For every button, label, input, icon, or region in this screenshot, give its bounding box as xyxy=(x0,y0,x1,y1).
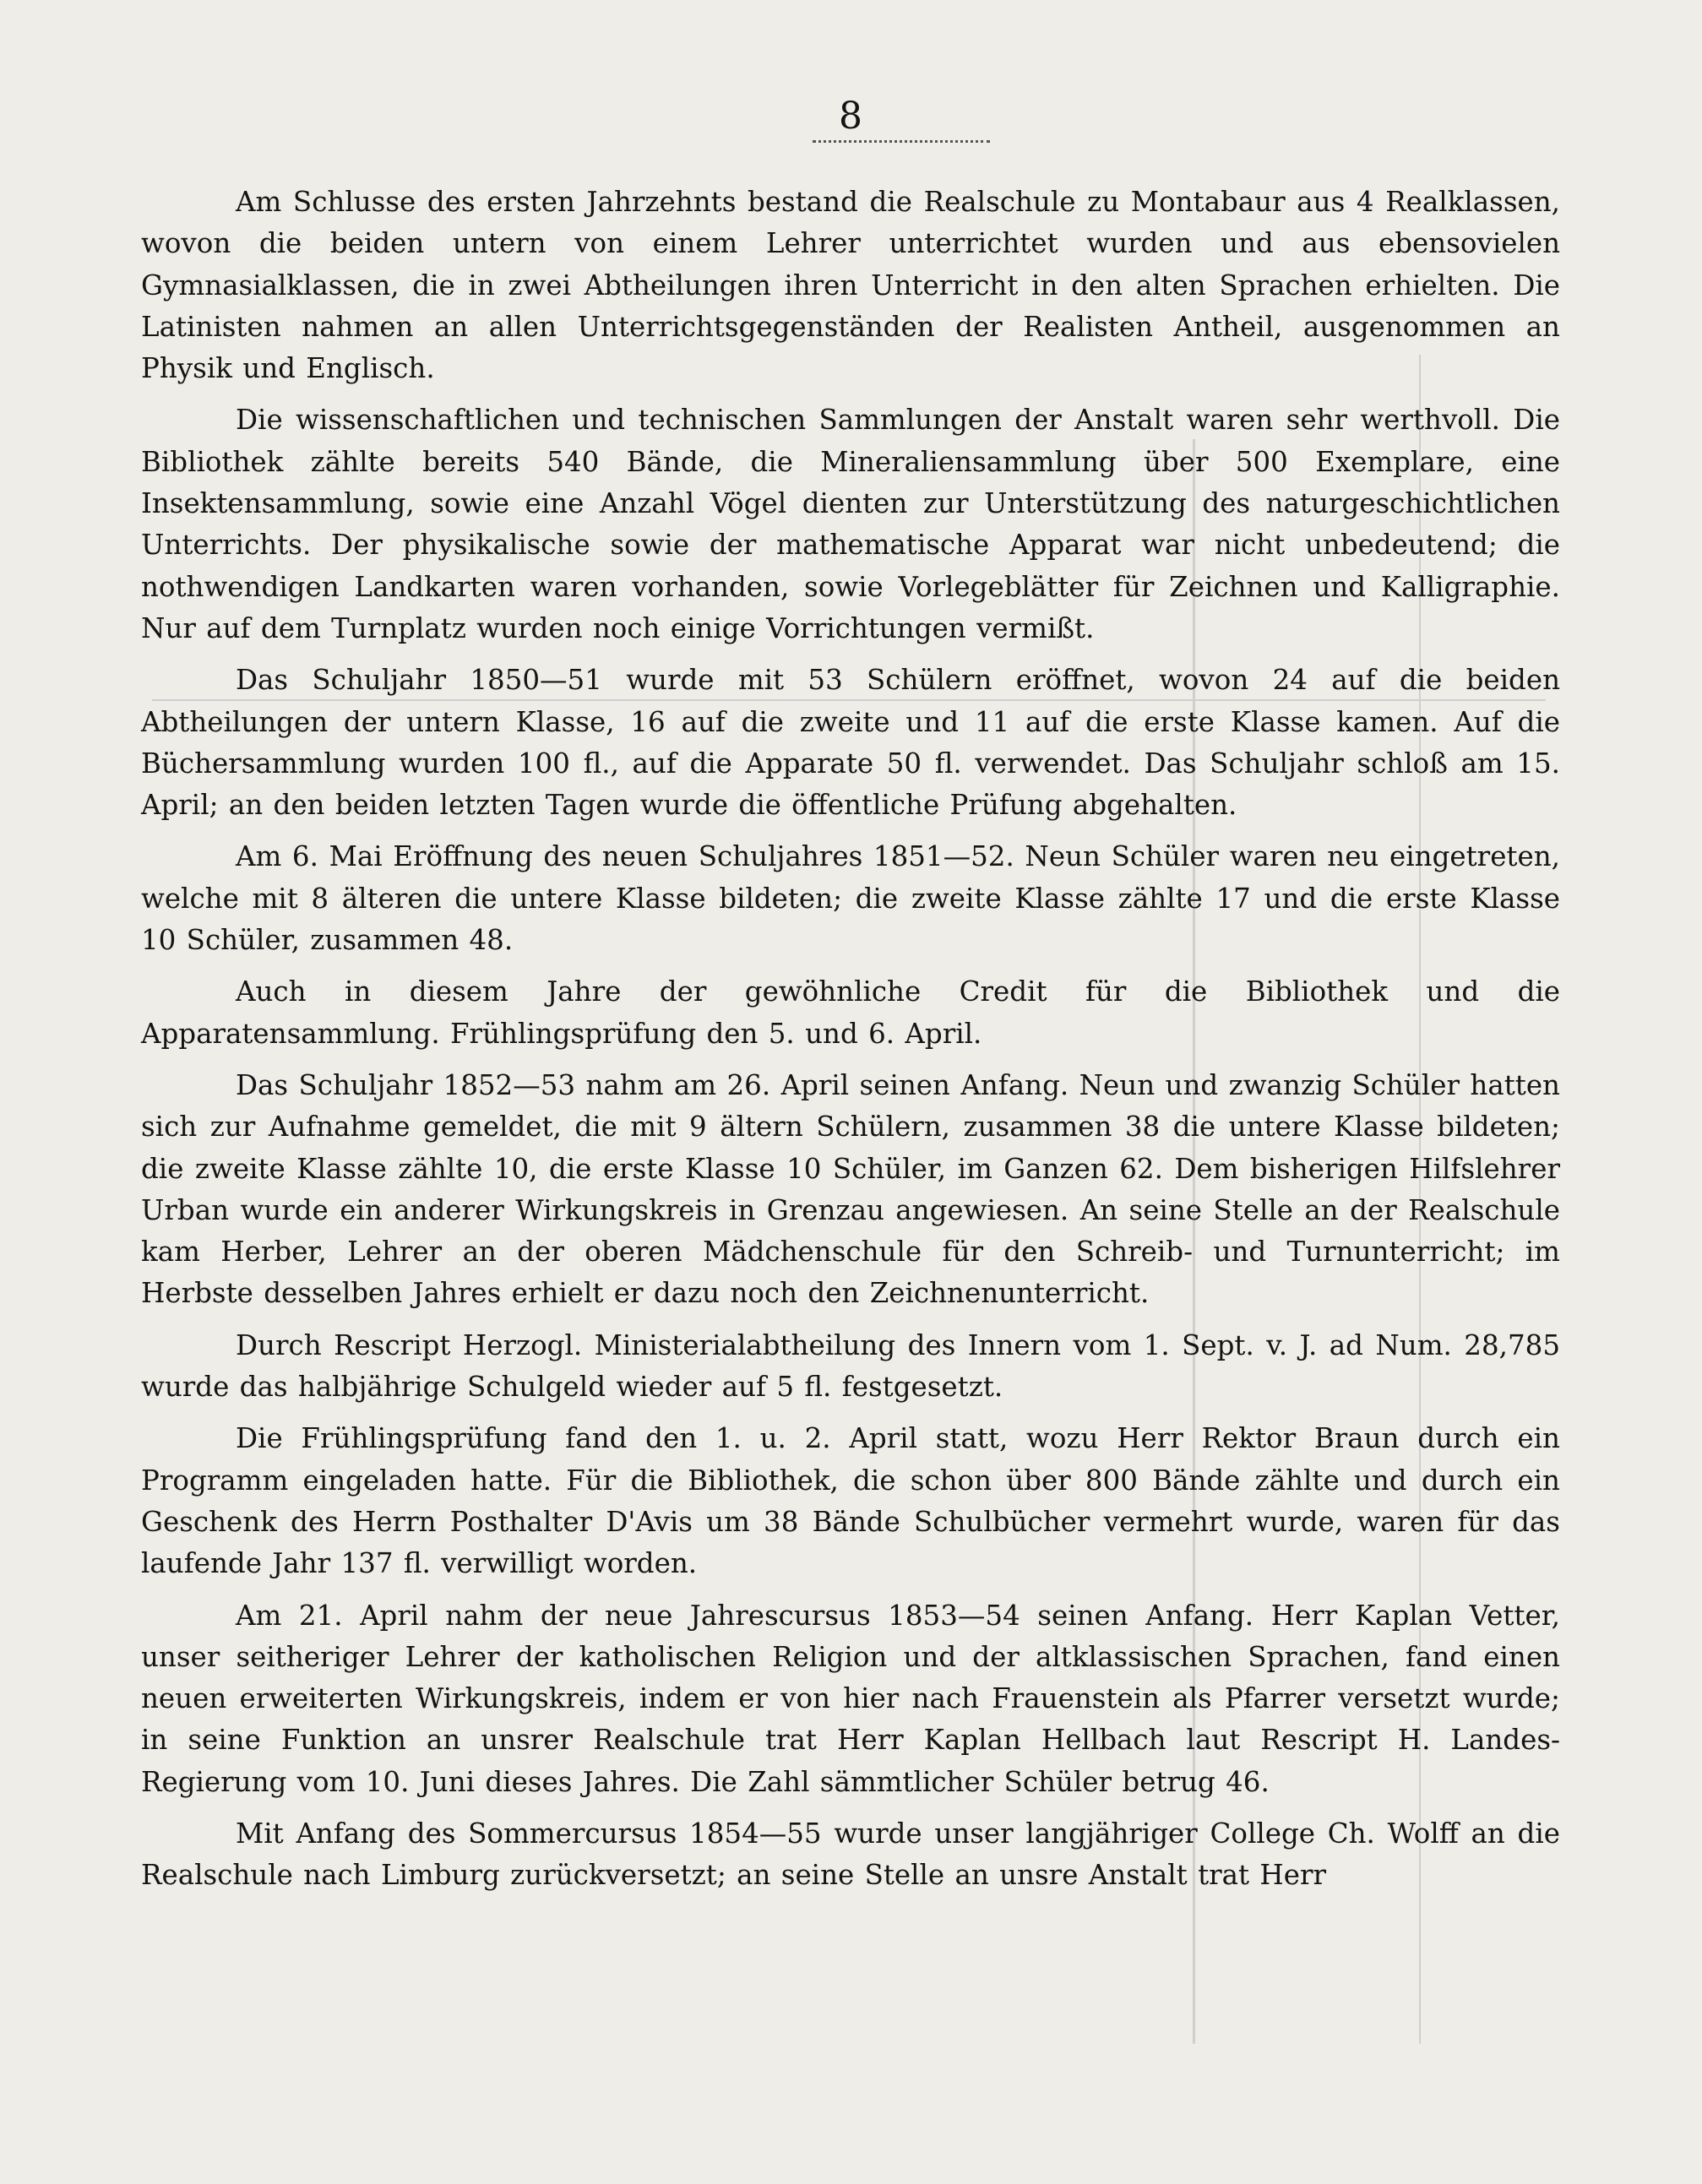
paragraph: Die Frühlingsprüfung fand den 1. u. 2. April statt, wozu Herr Rektor Braun durch ein Programm eingeladen hatte. Für die Bibliothek, die schon über 800 Bände zählte und durch ein Geschenk des Herrn Posthalter D'Avis um 38 Bände Schulbücher vermehrt wurde, waren für das laufende Jahr 137 fl. verwilligt worden. xyxy=(141,1422,1560,1580)
body-text xyxy=(141,182,1560,1907)
paragraph: Durch Rescript Herzogl. Ministerialabtheilung des Innern vom 1. Sept. v. J. ad Num. 28,785 wurde das halbjährige Schulgeld wieder auf 5 fl. festgesetzt. xyxy=(141,1328,1560,1404)
paragraph: Am Schlusse des ersten Jahrzehnts bestand die Realschule zu Montabaur aus 4 Realklassen, wovon die beiden untern von einem Lehrer unterrichtet wurden und aus ebensovielen Gymnasialklassen, die in zwei Abtheilungen ihren Unterricht in den alten Sprachen erhielten. Die Latinisten nahmen an allen Unterrichtsgegenständen der Realisten Antheil, ausgenommen an Physik und Englisch. xyxy=(141,186,1560,385)
paragraph: Mit Anfang des Sommercursus 1854—55 wurde unser langjähriger College Ch. Wolff an die Realschule nach Limburg zurückversetzt; an seine Stelle an unsre Anstalt trat Herr xyxy=(141,1817,1560,1892)
header-rule xyxy=(813,140,990,143)
paragraph: Das Schuljahr 1850—51 wurde mit 53 Schülern eröffnet, wovon 24 auf die beiden Abtheilungen der untern Klasse, 16 auf die zweite und 11 auf die erste Klasse kamen. Auf die Büchersammlung wurden 100 fl., auf die Apparate 50 fl. verwendet. Das Schuljahr schloß am 15. April; an den beiden letzten Tagen wurde die öffentliche Prüfung abgehalten. xyxy=(141,664,1560,822)
paragraph: Am 6. Mai Eröffnung des neuen Schuljahres 1851—52. Neun Schüler waren neu eingetreten, welche mit 8 älteren die untere Klasse bildeten; die zweite Klasse zählte 17 und die erste Klasse 10 Schüler, zusammen 48. xyxy=(141,840,1560,957)
paragraph: Auch in diesem Jahre der gewöhnliche Credit für die Bibliothek und die Apparatensammlung. Frühlingsprüfung den 5. und 6. April. xyxy=(141,975,1560,1050)
paragraph: Die wissenschaftlichen und technischen Sammlungen der Anstalt waren sehr werthvoll. Die Bibliothek zählte bereits 540 Bände, die Mineraliensammlung über 500 Exemplare, eine Insektensammlung, sowie eine Anzahl Vögel dienten zur Unterstützung des naturgeschichtlichen Unterrichts. Der physikalische sowie der mathematische Apparat war nicht unbedeutend; die nothwendigen Landkarten waren vorhanden, sowie Vorlegeblätter für Zeichnen und Kalligraphie. Nur auf dem Turnplatz wurden noch einige Vorrichtungen vermißt. xyxy=(141,404,1560,644)
page-number: 8 xyxy=(839,95,863,138)
paragraph: Das Schuljahr 1852—53 nahm am 26. April seinen Anfang. Neun und zwanzig Schüler hatten sich zur Aufnahme gemeldet, die mit 9 ältern Schülern, zusammen 38 die untere Klasse bildeten; die zweite Klasse zählte 10, die erste Klasse 10 Schüler, im Ganzen 62. Dem bisherigen Hilfslehrer Urban wurde ein anderer Wirkungskreis in Grenzau angewiesen. An seine Stelle an der Realschule kam Herber, Lehrer an der oberen Mädchenschule für den Schreib- und Turnunterricht; im Herbste desselben Jahres erhielt er dazu noch den Zeichnenunterricht. xyxy=(141,1068,1560,1310)
paragraph: Am 21. April nahm der neue Jahrescursus 1853—54 seinen Anfang. Herr Kaplan Vetter, unser seitheriger Lehrer der katholischen Religion und der altklassischen Sprachen, fand einen neuen erweiterten Wirkungskreis, indem er von hier nach Frauenstein als Pfarrer versetzt wurde; in seine Funktion an unsrer Realschule trat Herr Kaplan Hellbach laut Rescript H. Landes-Regierung vom 10. Juni dieses Jahres. Die Zahl sämmtlicher Schüler betrug 46. xyxy=(141,1599,1560,1798)
